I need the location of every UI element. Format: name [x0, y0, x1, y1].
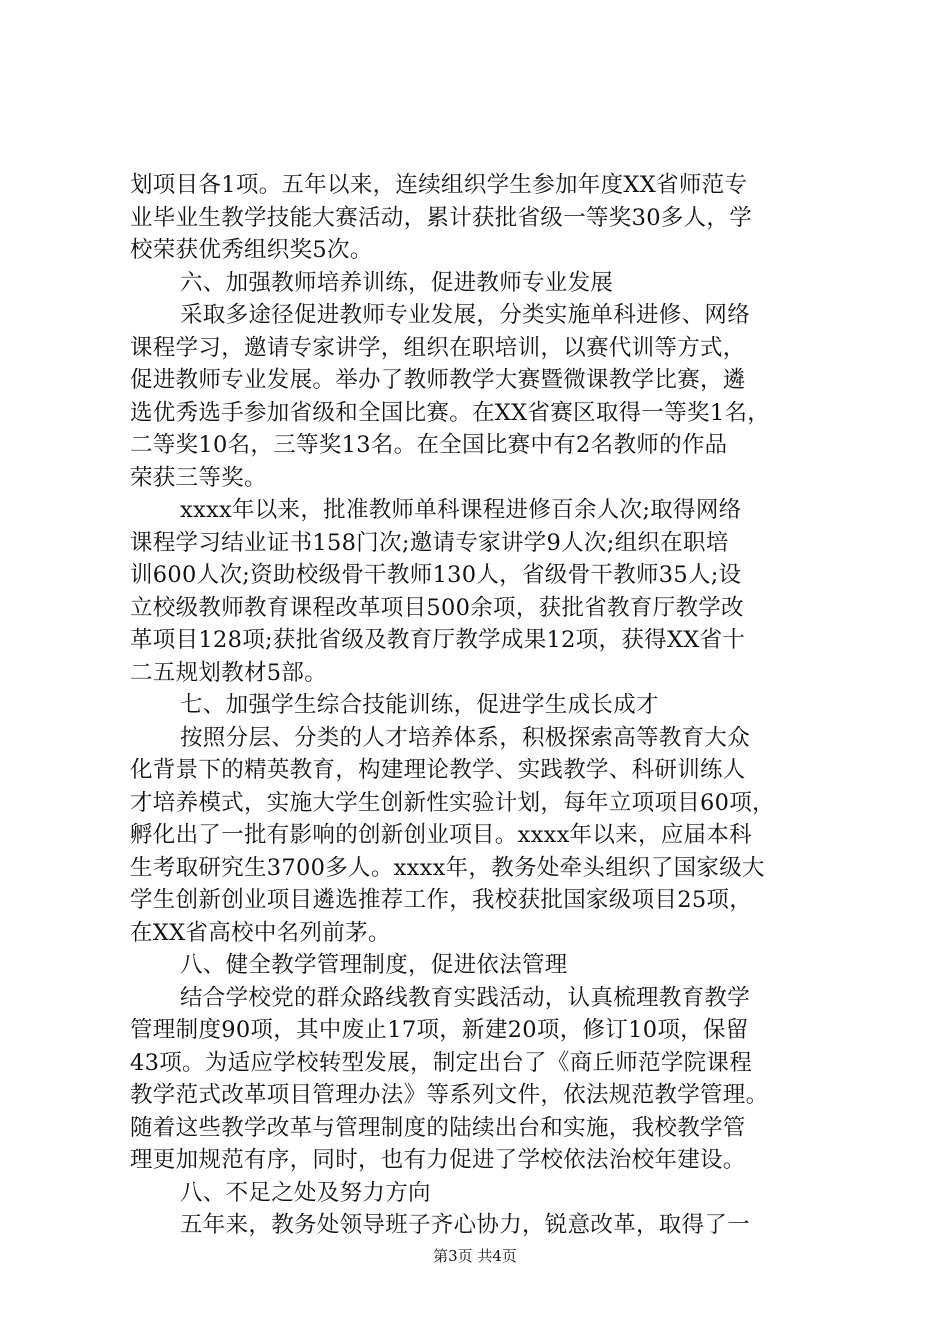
- text-line: 课程学习结业证书158门次;邀请专家讲学9人次;组织在职培: [130, 529, 729, 556]
- text-line: 二等奖10名，三等奖13名。在全国比赛中有2名教师的作品: [130, 432, 728, 458]
- text-line: 二五规划教材5部。: [130, 659, 328, 686]
- text-line: 管理制度90项，其中废止17项，新建20项，修订10项，保留: [130, 1017, 749, 1043]
- page-footer: 第3页 共4页: [433, 1247, 517, 1265]
- text-line: 七、加强学生综合技能训练，促进学生成长成才: [180, 692, 659, 718]
- text-line: 荣获三等奖。: [130, 464, 267, 491]
- text-line: 校荣获优秀组织奖5次。: [130, 237, 373, 263]
- text-line: 五年来，教务处领导班子齐心协力，锐意改革，取得了一: [180, 1212, 751, 1238]
- text-line: 孵化出了一批有影响的创新创业项目。xxxx年以来，应届本科: [130, 822, 752, 848]
- text-line: 八、不足之处及努力方向: [180, 1179, 431, 1206]
- text-line: 在XX省高校中名列前茅。: [130, 919, 391, 946]
- text-line: 随着这些教学改革与管理制度的陆续出台和实施，我校教学管: [130, 1114, 746, 1141]
- text-line: 六、加强教师培养训练，促进教师专业发展: [180, 269, 614, 296]
- text-line: 训600人次;资助校级骨干教师130人，省级骨干教师35人;设: [130, 562, 742, 588]
- text-line: 教学范式改革项目管理办法》等系列文件，依法规范教学管理。: [130, 1082, 769, 1108]
- text-line: 选优秀选手参加省级和全国比赛。在XX省赛区取得一等奖1名，: [130, 399, 771, 426]
- text-line: 结合学校党的群众路线教育实践活动，认真梳理教育教学: [180, 984, 751, 1011]
- text-line: xxxx年以来，批准教师单科课程进修百余人次;取得网络: [180, 497, 742, 523]
- text-line: 生考取研究生3700多人。xxxx年，教务处牵头组织了国家级大: [130, 854, 765, 881]
- text-line: 革项目128项;获批省级及教育厅教学成果12项，获得XX省十: [130, 627, 746, 653]
- text-line: 促进教师专业发展。举办了教师教学大赛暨微课教学比赛，遴: [130, 367, 746, 393]
- document-body: [130, 169, 850, 1242]
- text-line: 立校级教师教育课程改革项目500余项，获批省教育厅教学改: [130, 594, 744, 621]
- text-line: 采取多途径促进教师专业发展，分类实施单科进修、网络: [180, 302, 751, 328]
- text-line: 按照分层、分类的人才培养体系，积极探索高等教育大众: [180, 724, 751, 751]
- text-line: 理更加规范有序，同时，也有力促进了学校依法治校年建设。: [130, 1147, 746, 1173]
- text-line: 划项目各1项。五年以来，连续组织学生参加年度XX省师范专: [130, 172, 748, 198]
- text-line: 才培养模式，实施大学生创新性实验计划，每年立项项目60项，: [130, 789, 775, 816]
- text-line: 43项。为适应学校转型发展，制定出台了《商丘师范学院课程: [130, 1049, 753, 1076]
- text-line: 化背景下的精英教育，构建理论教学、实践教学、科研训练人: [130, 757, 746, 783]
- text-line: 学生创新创业项目遴选推荐工作，我校获批国家级项目25项，: [130, 887, 753, 913]
- text-line: 课程学习，邀请专家讲学，组织在职培训，以赛代训等方式，: [130, 334, 746, 361]
- text-line: 业毕业生教学技能大赛活动，累计获批省级一等奖30多人，学: [130, 204, 753, 231]
- text-line: 八、健全教学管理制度，促进依法管理: [180, 952, 568, 978]
